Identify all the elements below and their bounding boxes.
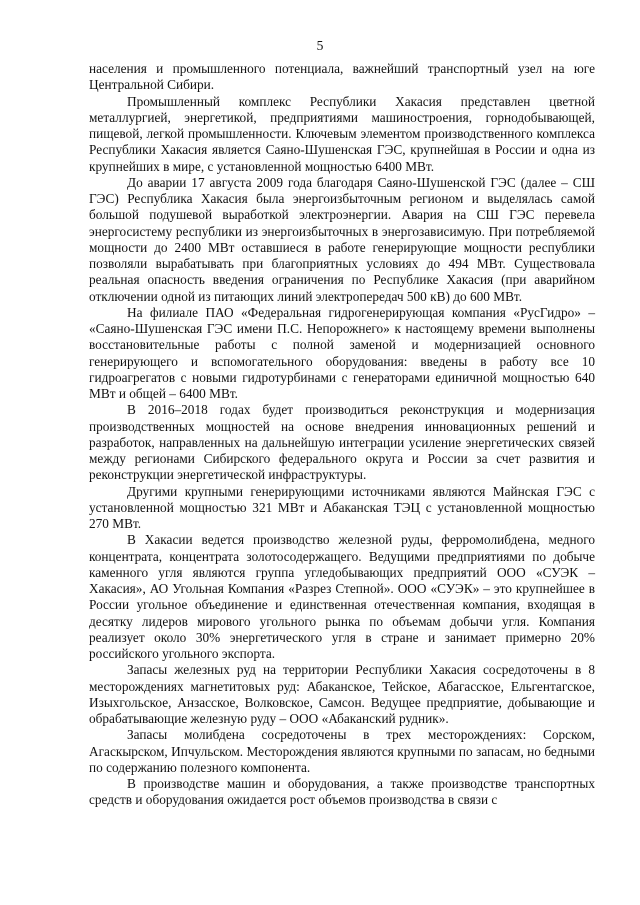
paragraph-population-transport-hub: населения и промышленного потенциала, важнейший транспортный узел на юге Центральной Сибири. (89, 61, 595, 93)
paragraph-other-generation-sources: Другими крупными генерирующими источниками являются Майнская ГЭС с установленной мощностью 321 МВт и Абаканская ТЭЦ с установленной мощностью 270 МВт. (89, 483, 595, 531)
paragraph-accident-2009: До аварии 17 августа 2009 года благодаря Саяно-Шушенской ГЭС (далее – СШ ГЭС) Республика Хакасия была энергоизбыточным регионом и выделялась самой большой подушевой выработкой электроэнергии. Авария на СШ ГЭС перевела энергосистему республики из энергоизбыточных в энергозависимую. При потребляемой мощности до 2400 МВт оставшиеся в работе генерирующие мощности республики позволяли вырабатывать при благоприятных условиях до 494 МВт. Существовала реальная опасность введения ограничения по Республике Хакасия (при аварийном отключении одной из питающих линий электропередач 500 кВ) до 600 МВт. (89, 174, 595, 304)
document-body (89, 61, 595, 809)
paragraph-mining-coal: В Хакасии ведется производство железной руды, ферромолибдена, медного концентрата, концентрата золотосодержащего. Ведущими предприятиями по добыче каменного угля являются группа угледобывающих предприятий ООО «СУЭК – Хакасия», АО Угольная Компания «Разрез Степной». ООО «СУЭК» – это крупнейшее в России угольное объединение и единственная отечественная компания, входящая в десятку лидеров мирового угольного рынка по объемам добычи угля. Компания реализует около 30% энергетического угля в стране и занимает примерно 20% российского угольного экспорта. (89, 532, 595, 661)
paragraph-molybdenum-deposits: Запасы молибдена сосредоточены в трех месторождениях: Сорском, Агаскырском, Ипчульском. Месторождения являются крупными по запасам, но бедными по содержанию полезного компонента. (89, 727, 595, 775)
paragraph-rushydro-restoration: На филиале ПАО «Федеральная гидрогенерирующая компания «РусГидро» – «Саяно-Шушенская ГЭС имени П.С. Непорожнего» к настоящему времени выполнены восстановительные работы с полной заменой и модернизацией основного генерирующего и вспомогательного оборудования: введены в работу все 10 гидроагрегатов с новыми гидротурбинами с генераторами единичной мощностью 640 МВт и общей – 6400 МВт. (89, 304, 595, 401)
paragraph-iron-ore-deposits: Запасы железных руд на территории Республики Хакасия сосредоточены в 8 месторождениях магнетитовых руд: Абаканское, Тейское, Абагасское, Ельгентагское, Изыхгольское, Анзасское, Волковское, Самсон. Ведущее предприятие, добывающие и обрабатывающие железную руду – ООО «Абаканский рудник». (89, 662, 595, 726)
paragraph-machinery-production: В производстве машин и оборудования, а также производстве транспортных средств и оборудования ожидается рост объемов производства в связи с (89, 776, 595, 808)
paragraph-modernization-2016-2018: В 2016–2018 годах будет производиться реконструкция и модернизация производственных мощностей на основе внедрения инновационных решений и разработок, направленных на дальнейшую интеграции усиление энергетических связей между регионами Сибирского федерального округа и России за счет развития и реконструкции энергетической инфраструктуры. (89, 402, 595, 483)
page-number: 5 (316, 38, 324, 53)
paragraph-industrial-complex: Промышленный комплекс Республики Хакасия представлен цветной металлургией, энергетикой, предприятиями машиностроения, горнодобывающей, пищевой, легкой промышленности. Ключевым элементом производственного комплекса Республики Хакасия является Саяно-Шушенская ГЭС, крупнейшая в России и одна из крупнейших в мире, с установленной мощностью 6400 МВт. (89, 93, 595, 174)
